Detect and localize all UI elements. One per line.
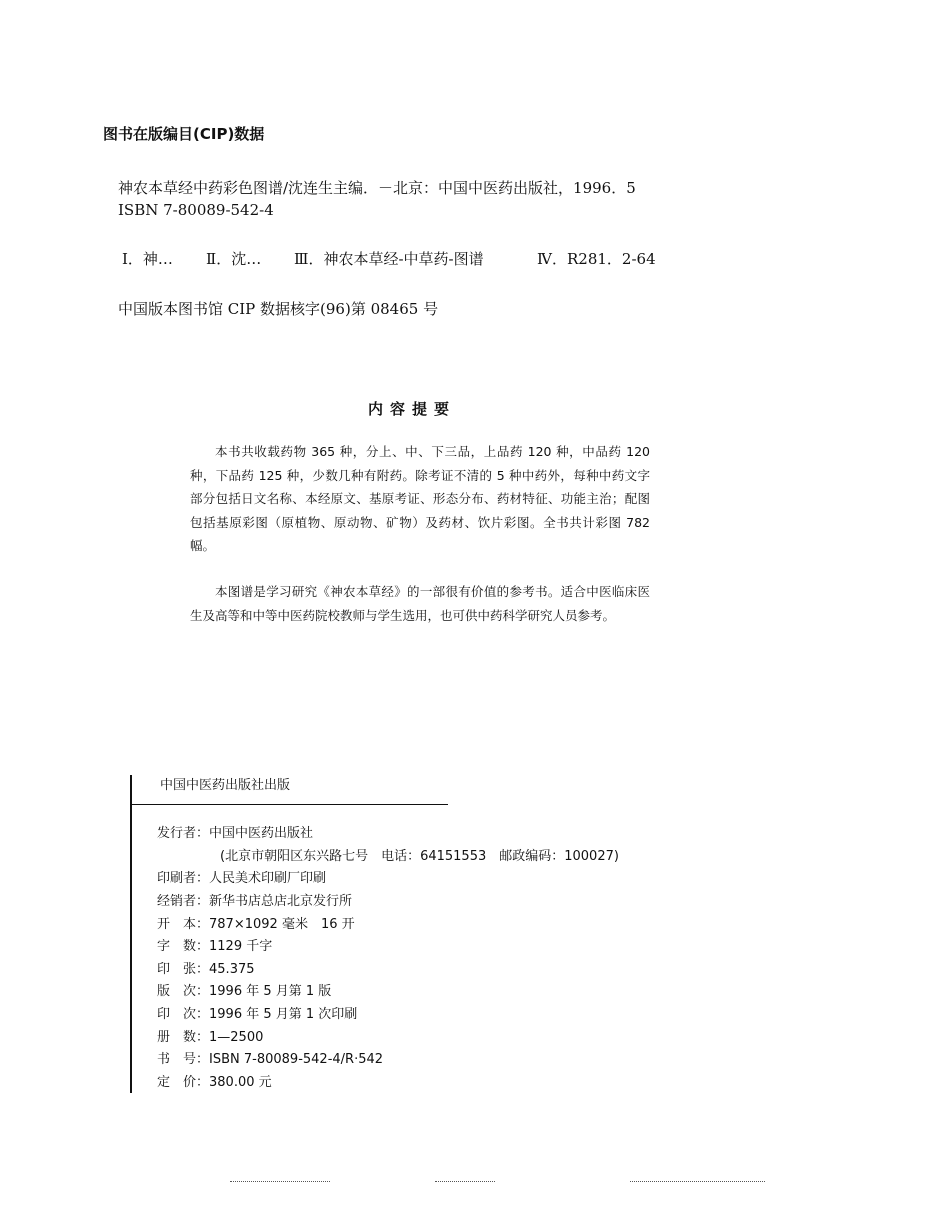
info-value: 新华书店总店北京发行所	[209, 894, 353, 909]
scan-artifact	[230, 1181, 330, 1184]
info-row-word-count	[157, 935, 272, 954]
info-row-dealer	[157, 890, 352, 909]
info-value: 1996 年 5 月第 1 版	[209, 984, 332, 999]
cip-record: 神农本草经中药彩色图谱/沈连生主编．－北京：中国中医药出版社，1996．5	[118, 179, 636, 197]
classification-item: Ⅰ．神…	[122, 250, 173, 268]
info-value: 45.375	[209, 962, 255, 977]
classification-item: Ⅳ．R281．2-64	[537, 250, 656, 268]
info-value: 380.00 元	[209, 1075, 272, 1090]
info-value: 1—2500	[209, 1030, 264, 1045]
publisher-name: 中国中医药出版社出版	[160, 778, 291, 793]
publication-vertical-rule	[130, 775, 132, 1093]
info-label: 开 本：	[157, 917, 210, 932]
info-row-price	[157, 1071, 272, 1090]
info-value: 787×1092 毫米 16 开	[209, 917, 355, 932]
info-row-copies	[157, 1026, 263, 1045]
info-label: 发行者：	[157, 826, 210, 841]
cip-approval: 中国版本图书馆 CIP 数据核字(96)第 08465 号	[118, 300, 439, 318]
info-row-distributor	[157, 822, 313, 841]
info-value: 中国中医药出版社	[209, 826, 314, 841]
classification-item: Ⅲ．神农本草经-中草药-图谱	[294, 250, 484, 268]
info-row-address	[220, 845, 619, 864]
scan-artifact	[630, 1181, 765, 1184]
info-label: 书 号：	[157, 1052, 210, 1067]
info-label: 印 张：	[157, 962, 210, 977]
info-value: 1996 年 5 月第 1 次印刷	[209, 1007, 358, 1022]
summary-paragraph: 本图谱是学习研究《神农本草经》的一部很有价值的参考书。适合中医临床医生及高等和中等中医药院校教师与学生选用，也可供中药科学研究人员参考。	[190, 584, 650, 623]
classification-item: Ⅱ．沈…	[206, 250, 262, 268]
info-value: 人民美术印刷厂印刷	[209, 871, 327, 886]
info-row-printer	[157, 867, 326, 886]
cip-isbn: ISBN 7-80089-542-4	[118, 201, 274, 219]
info-row-printing	[157, 1003, 357, 1022]
info-label: 字 数：	[157, 939, 210, 954]
info-row-book-number	[157, 1048, 383, 1067]
info-row-printed-sheets	[157, 958, 255, 977]
info-value: ISBN 7-80089-542-4/R·542	[209, 1052, 384, 1067]
info-value: (北京市朝阳区东兴路七号 电话：64151553 邮政编码：100027)	[220, 849, 619, 864]
info-label: 经销者：	[157, 894, 210, 909]
info-row-edition	[157, 980, 331, 999]
info-label: 版 次：	[157, 984, 210, 999]
info-value: 1129 千字	[209, 939, 273, 954]
summary-heading: 内容提要	[368, 400, 457, 418]
info-label: 定 价：	[157, 1075, 210, 1090]
summary-paragraph: 本书共收载药物 365 种，分上、中、下三品，上品药 120 种，中品药 120 种，下品药 125 种，少数几种有附药。除考证不清的 5 种中药外，每种中药文字部分包括日文名称、本经原文、基原考证、形态分布、药材特征、功能主治；配图包括基原彩图（原植物、原动物、矿物）及药材、饮片彩图。全书共计彩图 782 幅。	[190, 444, 650, 553]
scan-artifact	[435, 1181, 495, 1184]
info-label: 印刷者：	[157, 871, 210, 886]
publication-horizontal-rule	[130, 804, 448, 805]
info-row-format	[157, 913, 355, 932]
info-label: 印 次：	[157, 1007, 210, 1022]
info-label: 册 数：	[157, 1030, 210, 1045]
cip-title: 图书在版编目(CIP)数据	[103, 125, 265, 143]
